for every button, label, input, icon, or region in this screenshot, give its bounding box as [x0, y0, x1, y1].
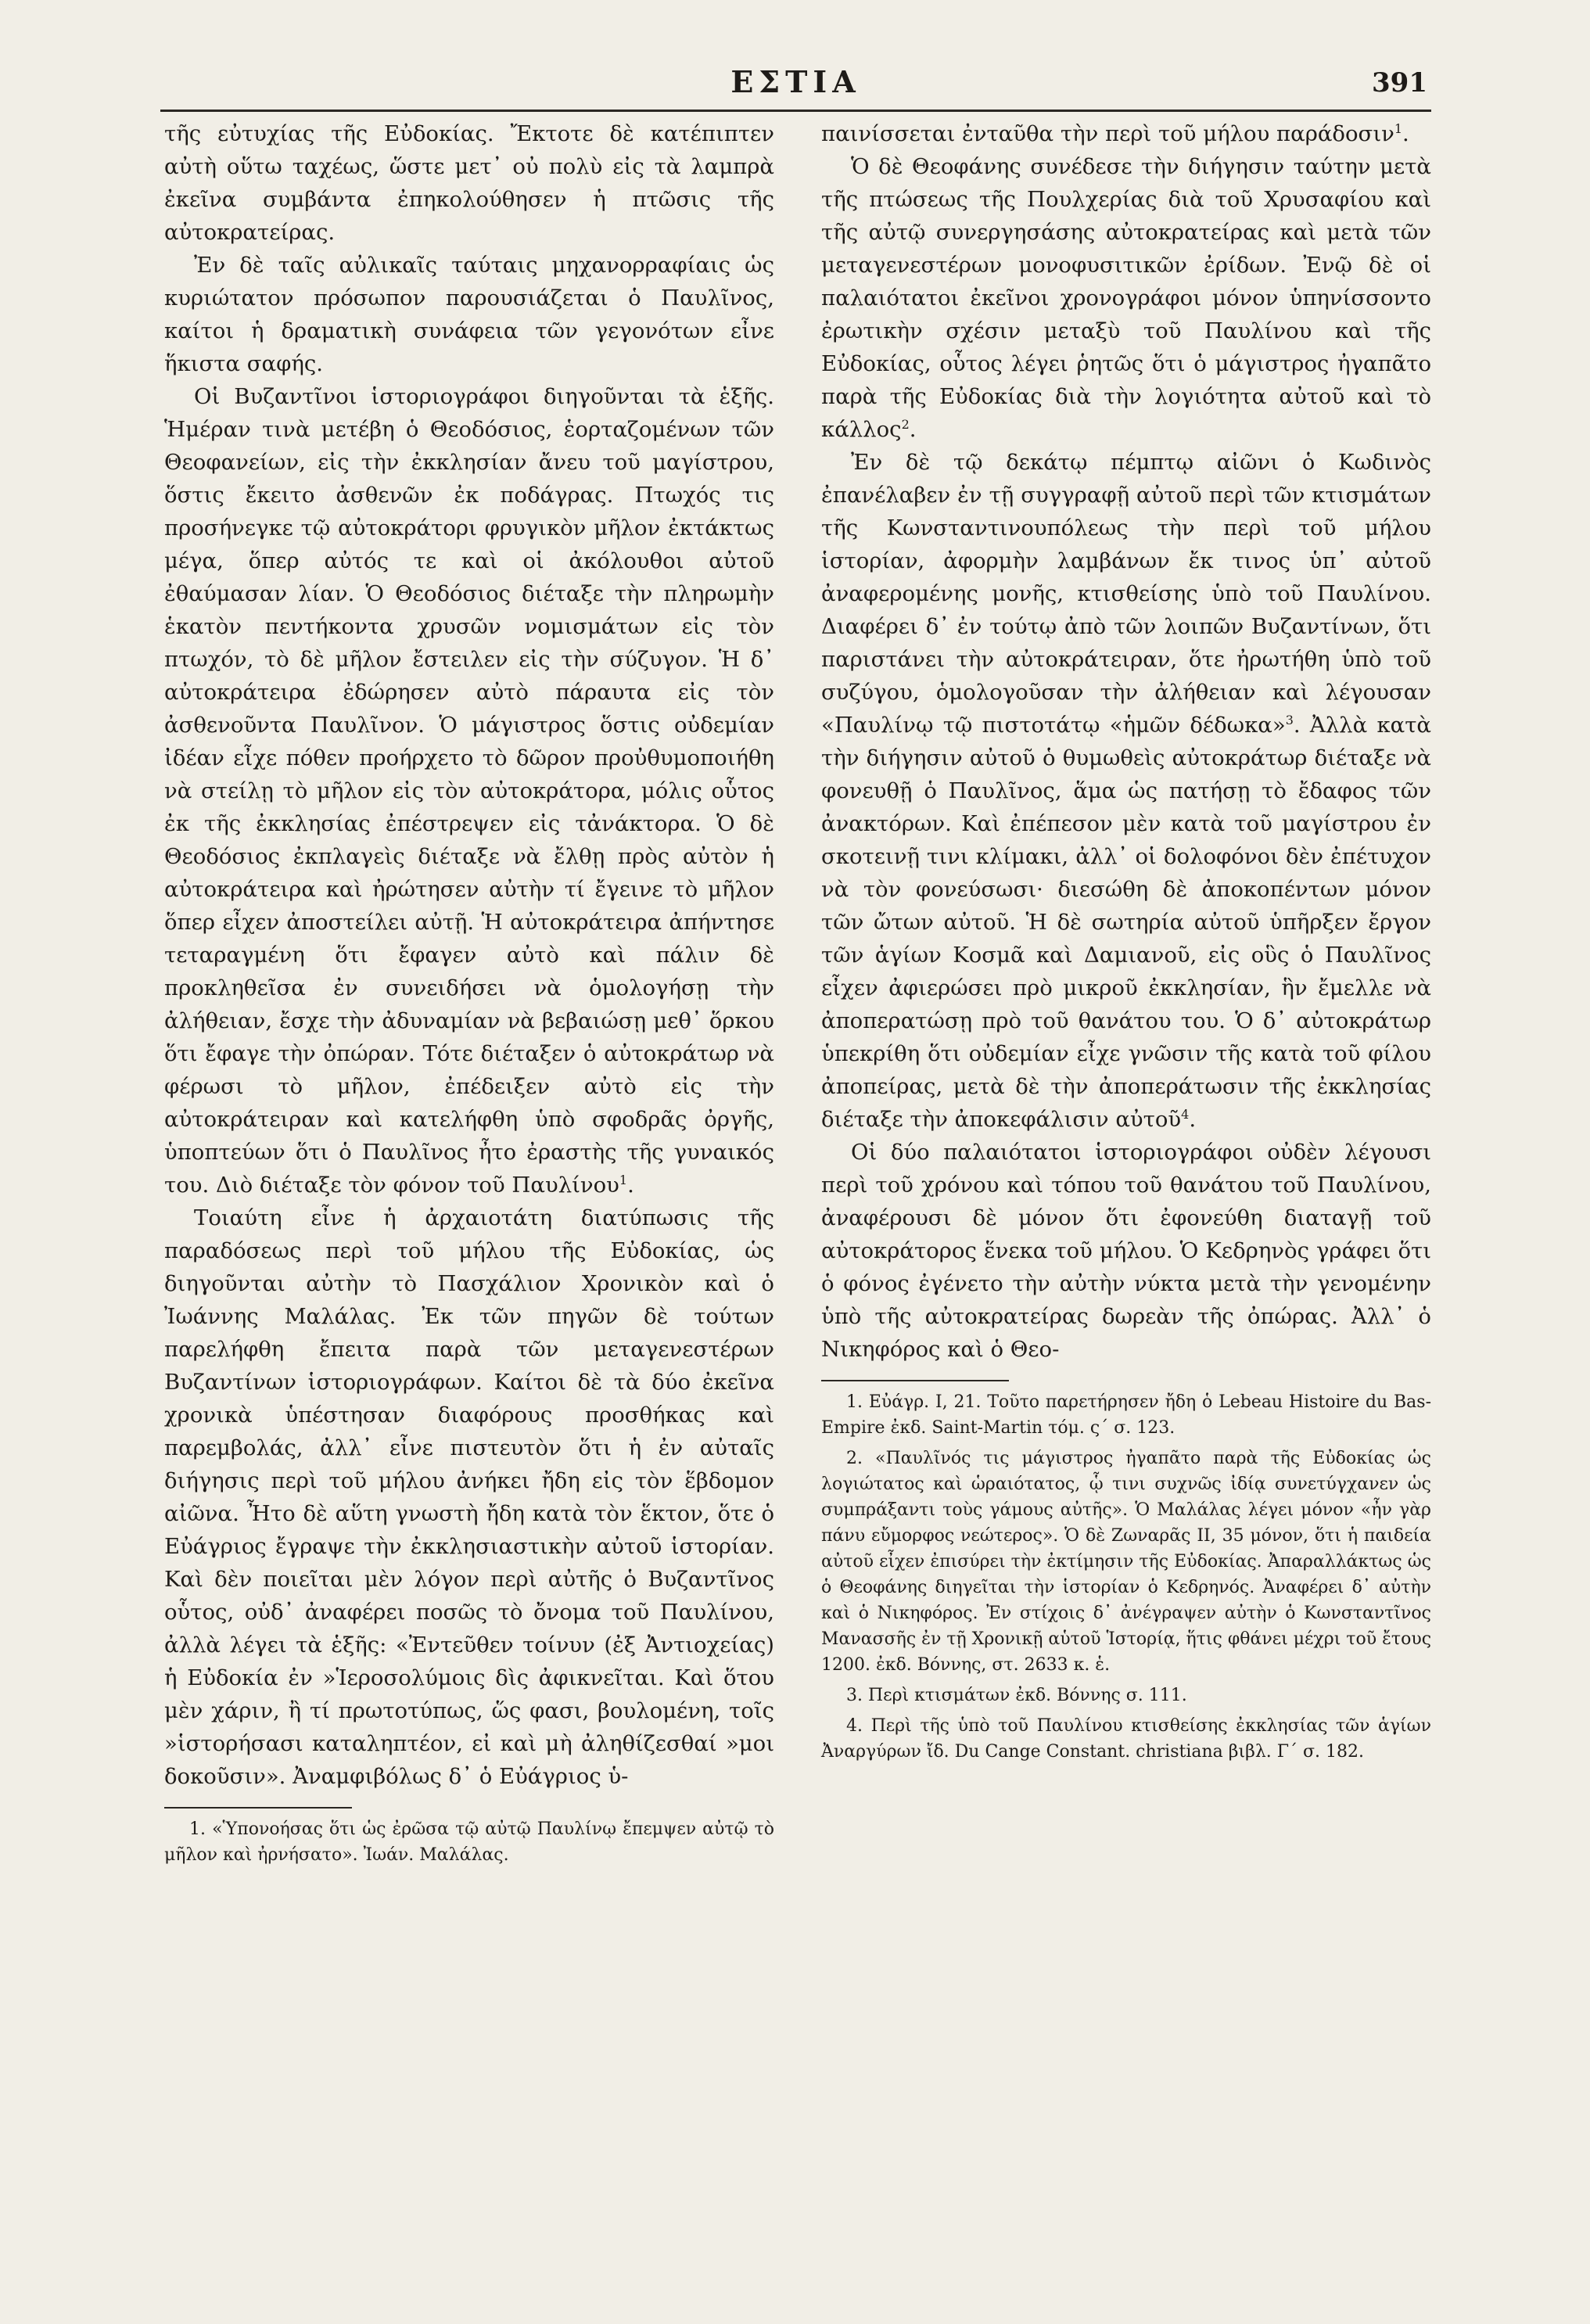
running-title: ΕΣΤΙΑ [730, 64, 861, 99]
footnote-marker: 2 [901, 416, 910, 432]
left-footnotes [164, 1816, 774, 1868]
footnote: 2. «Παυλῖνός τις μάγιστρος ἠγαπᾶτο παρὰ τῆς Εὐδοκίας ὡς λογιώτατος καὶ ὡραιότατος, ᾧ τινι συχνῶς ἰδίᾳ συνετύγχανεν ὡς συμπράξαντι τοὺς γάμους αὐτῆς». Ὁ Μαλάλας λέγει μόνον «ἦν γὰρ πάνυ εὔμορφος νεώτερος». Ὁ δὲ Ζωναρᾶς ΙΙ, 35 μόνον, ὅτι ἡ παιδεία αὐτοῦ εἶχεν ἐπισύρει τὴν ἐκτίμησιν τῆς Εὐδοκίας. Ἀπαραλλάκτως ὡς ὁ Θεοφάνης διηγεῖται τὴν ἱστορίαν ὁ Κεδρηνός. Ἀναφέρει δ᾽ αὐτὴν καὶ ὁ Νικηφόρος. Ἐν στίχοις δ᾽ ἀνέγραψεν αὐτὴν ὁ Κωνσταντῖνος Μανασσῆς ἐν τῇ Χρονικῇ αὑτοῦ Ἱστορίᾳ, ἥτις φθάνει μέχρι τοῦ ἔτους 1200. ἐκδ. Βόννης, στ. 2633 κ. ἑ. [821, 1449, 1432, 1675]
footnote-marker: 3 [1285, 712, 1294, 727]
paragraph: Οἱ δύο παλαιότατοι ἱστοριογράφοι οὐδὲν λέγουσι περὶ τοῦ χρόνου καὶ τόπου τοῦ θανάτου τοῦ Παυλίνου, ἀναφέρουσι δὲ μόνον ὅτι ἐφονεύθη διαταγῇ τοῦ αὐτοκράτορος ἕνεκα τοῦ μήλου. Ὁ Κεδρηνὸς γράφει ὅτι ὁ φόνος ἐγένετο τὴν αὐτὴν νύκτα μετὰ τὴν γενομένην ὑπὸ τῆς αὐτοκρατείρας δωρεὰν τῆς ὀπώρας. Ἀλλ᾽ ὁ Νικηφόρος καὶ ὁ Θεο- [821, 1140, 1431, 1362]
paragraph: Οἱ Βυζαντῖνοι ἱστοριογράφοι διηγοῦνται τὰ ἑξῆς. Ἡμέραν τινὰ μετέβη ὁ Θεοδόσιος, ἑορταζομένων τῶν Θεοφανείων, εἰς τὴν ἐκκλησίαν ἄνευ τοῦ μαγίστρου, ὅστις ἔκειτο ἀσθενῶν ἐκ ποδάγρας. Πτωχός τις προσήνεγκε τῷ αὐτοκράτορι φρυγικὸν μῆλον ἐκτάκτως μέγα, ὅπερ αὐτός τε καὶ οἱ ἀκόλουθοι αὐτοῦ ἐθαύμασαν λίαν. Ὁ Θεοδόσιος διέταξε τὴν πληρωμὴν ἑκατὸν πεντήκοντα χρυσῶν νομισμάτων εἰς τὸν πτωχόν, τὸ δὲ μῆλον ἔστειλεν εἰς τὴν σύζυγον. Ἡ δ᾽ αὐτοκράτειρα ἐδώρησεν αὐτὸ πάραυτα εἰς τὸν ἀσθενοῦντα Παυλῖνον. Ὁ μάγιστρος ὅστις οὐδεμίαν ἰδέαν εἶχε πόθεν προήρχετο τὸ δῶρον προὐθυμοποιήθη νὰ στείλῃ τὸ μῆλον εἰς τὸν αὐτοκράτορα, μόλις οὗτος ἐκ τῆς ἐκκλησίας ἐπέστρεψεν εἰς τἀνάκτορα. Ὁ δὲ Θεοδόσιος ἐκπλαγεὶς διέταξε νὰ ἔλθῃ πρὸς αὐτὸν ἡ αὐτοκράτειρα καὶ ἠρώτησεν αὐτὴν τί ἔγεινε τὸ μῆλον ὅπερ εἶχεν ἀποστείλει αὐτῇ. Ἡ αὐτοκράτειρα ἀπήντησε τεταραγμένη ὅτι ἔφαγεν αὐτὸ καὶ πάλιν δὲ προκληθεῖσα ἐν συνειδήσει νὰ ὁμολογήσῃ τὴν ἀλήθειαν, ἔσχε τὴν ἀδυναμίαν νὰ βεβαιώσῃ μεθ᾽ ὅρκου ὅτι ἔφαγε τὴν ὀπώραν. Τότε διέταξεν ὁ αὐτοκράτωρ νὰ φέρωσι τὸ μῆλον, ἐπέδειξεν αὐτὸ εἰς τὴν αὐτοκράτειραν καὶ κατελήφθη ὑπὸ σφοδρᾶς ὀργῆς, ὑποπτεύων ὅτι ὁ Παυλῖνος ἦτο ἐραστὴς τῆς γυναικός του. Διὸ διέταξε τὸν φόνον τοῦ Παυλίνου$^1$. [164, 384, 774, 1198]
footnote-marker: 1 [619, 1172, 628, 1187]
paragraph: παινίσσεται ἐνταῦθα τὴν περὶ τοῦ μήλου παράδοσιν$^1$. [821, 120, 1409, 146]
footnote: 1. «Ὑπονοήσας ὅτι ὡς ἐρῶσα τῷ αὐτῷ Παυλίνῳ ἔπεμψεν αὐτῷ τὸ μῆλον καὶ ἠρνήσατο». Ἰωάν. Μαλάλας. [164, 1819, 774, 1865]
footnote: 3. Περὶ κτισμάτων ἐκδ. Βόννης σ. 111. [846, 1686, 1187, 1705]
paragraph: Ἐν δὲ ταῖς αὐλικαῖς ταύταις μηχανορραφίαις ὡς κυριώτατον πρόσωπον παρουσιάζεται ὁ Παυλῖνος, καίτοι ἡ δραματικὴ συνάφεια τῶν γεγονότων εἶνε ἥκιστα σαφής. [164, 253, 774, 376]
footnote-marker: 4 [1181, 1106, 1190, 1122]
right-footnotes [821, 1389, 1431, 1765]
paragraph-text: Ἐν δὲ τῷ δεκάτῳ πέμπτῳ αἰῶνι ὁ Κωδινὸς ἐπανέλαβεν ἐν τῇ συγγραφῇ αὐτοῦ περὶ τῶν κτισμάτων τῆς Κωνσταντινουπόλεως τὴν περὶ τοῦ μήλου ἱστορίαν, ἀφορμὴν λαμβάνων ἔκ τινος ὑπ᾽ αὐτοῦ ἀναφερομένης μονῆς, κτισθείσης ὑπὸ τοῦ Παυλίνου. Διαφέρει δ᾽ ἐν τούτῳ ἀπὸ τῶν λοιπῶν Βυζαντίνων, ὅτι παριστάνει τὴν αὐτοκράτειραν, ὅτε ἠρωτήθη ὑπὸ τοῦ συζύγου, ὁμολογοῦσαν τὴν ἀλήθειαν καὶ λέγουσαν «Παυλίνῳ τῷ πιστοτάτῳ «ἡμῶν δέδωκα» [821, 450, 1431, 738]
left-column [164, 117, 774, 1873]
paragraph-text: Οἱ Βυζαντῖνοι ἱστοριογράφοι διηγοῦνται τὰ ἑξῆς. Ἡμέραν τινὰ μετέβη ὁ Θεοδόσιος, ἑορταζομένων τῶν Θεοφανείων, εἰς τὴν ἐκκλησίαν ἄνευ τοῦ μαγίστρου, ὅστις ἔκειτο ἀσθενῶν ἐκ ποδάγρας. Πτωχός τις προσήνεγκε τῷ αὐτοκράτορι φρυγικὸν μῆλον ἐκτάκτως μέγα, ὅπερ αὐτός τε καὶ οἱ ἀκόλουθοι αὐτοῦ ἐθαύμασαν λίαν. Ὁ Θεοδόσιος διέταξε τὴν πληρωμὴν ἑκατὸν πεντήκοντα χρυσῶν νομισμάτων εἰς τὸν πτωχόν, τὸ δὲ μῆλον ἔστειλεν εἰς τὴν σύζυγον. Ἡ δ᾽ αὐτοκράτειρα ἐδώρησεν αὐτὸ πάραυτα εἰς τὸν ἀσθενοῦντα Παυλῖνον. Ὁ μάγιστρος ὅστις οὐδεμίαν ἰδέαν εἶχε πόθεν προήρχετο τὸ δῶρον προὐθυμοποιήθη νὰ στείλῃ τὸ μῆλον εἰς τὸν αὐτοκράτορα, μόλις οὗτος ἐκ τῆς ἐκκλησίας ἐπέστρεψεν εἰς τἀνάκτορα. Ὁ δὲ Θεοδόσιος ἐκπλαγεὶς διέταξε νὰ ἔλθῃ πρὸς αὐτὸν ἡ αὐτοκράτειρα καὶ ἠρώτησεν αὐτὴν τί ἔγεινε τὸ μῆλον ὅπερ εἶχεν ἀποστείλει αὐτῇ. Ἡ αὐτοκράτειρα ἀπήντησε τεταραγμένη ὅτι ἔφαγεν αὐτὸ καὶ πάλιν δὲ προκληθεῖσα ἐν συνειδήσει νὰ ὁμολογήσῃ τὴν ἀλήθειαν, ἔσχε τὴν ἀδυναμίαν νὰ βεβαιώσῃ μεθ᾽ ὅρκου ὅτι ἔφαγε τὴν ὀπώραν. Τότε διέταξεν ὁ αὐτοκράτωρ νὰ φέρωσι τὸ μῆλον, ἐπέδειξεν αὐτὸ εἰς τὴν αὐτοκράτειραν καὶ κατελήφθη ὑπὸ σφοδρᾶς ὀργῆς, ὑποπτεύων ὅτι ὁ Παυλῖνος ἦτο ἐραστὴς τῆς γυναικός του. Διὸ διέταξε τὸν φόνον τοῦ Παυλίνου [164, 384, 774, 1198]
footnote: 4. Περὶ τῆς ὑπὸ τοῦ Παυλίνου κτισθείσης ἐκκλησίας τῶν ἁγίων Ἀναργύρων ἴδ. Du Cange Constant. christiana βιβλ. Γ΄ σ. 182. [821, 1716, 1431, 1762]
paragraph: Ὁ δὲ Θεοφάνης συνέδεσε τὴν διήγησιν ταύτην μετὰ τῆς πτώσεως τῆς Πουλχερίας διὰ τοῦ Χρυσαφίου καὶ τῆς αὐτῷ συνεργησάσης αὐτοκρατείρας καὶ μετὰ τῶν μεταγενεστέρων μονοφυσιτικῶν ἐρίδων. Ἐνῷ δὲ οἱ παλαιότατοι ἐκεῖνοι χρονογράφοι μόνον ὑπηνίσσοντο ἐρωτικὴν σχέσιν μεταξὺ τοῦ Παυλίνου καὶ τῆς Εὐδοκίας, οὗτος λέγει ῥητῶς ὅτι ὁ μάγιστρος ἠγαπᾶτο παρὰ τῆς Εὐδοκίας διὰ τὴν λογιότητα αὐτοῦ καὶ τὸ κάλλος$^2$. [821, 154, 1431, 442]
paragraph: Τοιαύτη εἶνε ἡ ἀρχαιοτάτη διατύπωσις τῆς παραδόσεως περὶ τοῦ μήλου τῆς Εὐδοκίας, ὡς διηγοῦνται αὐτὴν τὸ Πασχάλιον Χρονικὸν καὶ ὁ Ἰωάννης Μαλάλας. Ἐκ τῶν πηγῶν δὲ τούτων παρελήφθη ἔπειτα παρὰ τῶν μεταγενεστέρων Βυζαντίνων ἱστοριογράφων. Καίτοι δὲ τὰ δύο ἐκεῖνα χρονικὰ ὑπέστησαν διαφόρους προσθήκας καὶ παρεμβολάς, ἀλλ᾽ εἶνε πιστευτὸν ὅτι ἡ ἐν αὐταῖς διήγησις περὶ τοῦ μήλου ἀνήκει ἤδη εἰς τὸν ἕβδομον αἰῶνα. Ἦτο δὲ αὕτη γνωστὴ ἤδη κατὰ τὸν ἕκτον, ὅτε ὁ Εὐάγριος ἔγραψε τὴν ἐκκλησιαστικὴν αὐτοῦ ἱστορίαν. Καὶ δὲν ποιεῖται μὲν λόγον περὶ αὐτῆς ὁ Βυζαντῖνος οὗτος, οὐδ᾽ ἀναφέρει ποσῶς τὸ ὄνομα τοῦ Παυλίνου, ἀλλὰ λέγει τὰ ἑξῆς: «Ἐντεῦθεν τοίνυν (ἐξ Ἀντιοχείας) ἡ Εὐδοκία ἐν »Ἱεροσολύμοις δὶς ἀφικνεῖται. Καὶ ὅτου μὲν χάριν, ἢ τί πρωτοτύπως, ὥς φασι, βουλομένη, τοῖς »ἱστορήσασι καταληπτέον, εἰ καὶ μὴ ἀληθίζεσθαί »μοι δοκοῦσιν». Ἀναμφιβόλως δ᾽ ὁ Εὐάγριος ὑ- [164, 1205, 774, 1789]
header-rule [160, 110, 1431, 112]
paragraph: Ἐν δὲ τῷ δεκάτῳ πέμπτῳ αἰῶνι ὁ Κωδινὸς ἐπανέλαβεν ἐν τῇ συγγραφῇ αὐτοῦ περὶ τῶν κτισμάτων τῆς Κωνσταντινουπόλεως τὴν περὶ τοῦ μήλου ἱστορίαν, ἀφορμὴν λαμβάνων ἔκ τινος ὑπ᾽ αὐτοῦ ἀναφερομένης μονῆς, κτισθείσης ὑπὸ τοῦ Παυλίνου. Διαφέρει δ᾽ ἐν τούτῳ ἀπὸ τῶν λοιπῶν Βυζαντίνων, ὅτι παριστάνει τὴν αὐτοκράτειραν, ὅτε ἠρωτήθη ὑπὸ τοῦ συζύγου, ὁμολογοῦσαν τὴν ἀλήθειαν καὶ λέγουσαν «Παυλίνῳ τῷ πιστοτάτῳ «ἡμῶν δέδωκα»$^3$. Ἀλλὰ κατὰ τὴν διήγησιν αὐτοῦ ὁ θυμωθεὶς αὐτοκράτωρ διέταξε νὰ φονευθῇ ὁ Παυλῖνος, ἅμα ὡς πατήσῃ τὸ ἔδαφος τῶν ἀνακτόρων. Καὶ ἐπέπεσον μὲν κατὰ τοῦ μαγίστρου ἐν σκοτεινῇ τινι κλίμακι, ἀλλ᾽ οἱ δολοφόνοι δὲν ἐπέτυχον νὰ τὸν φονεύσωσι· διεσώθη δὲ ἀποκοπέντων μόνον τῶν ὤτων αὐτοῦ. Ἡ δὲ σωτηρία αὐτοῦ ὑπῆρξεν ἔργον τῶν ἁγίων Κοσμᾶ καὶ Δαμιανοῦ, εἰς οὓς ὁ Παυλῖνος εἶχεν ἀφιερώσει πρὸ μικροῦ ἐκκλησίαν, ἣν ἔμελλε νὰ ἀποπερατώσῃ πρὸ τοῦ θανάτου του. Ὁ δ᾽ αὐτοκράτωρ ὑπεκρίθη ὅτι οὐδεμίαν εἶχε γνῶσιν τῆς κατὰ τοῦ φίλου ἀποπείρας, μετὰ δὲ τὴν ἀποπεράτωσιν τῆς ἐκκλησίας διέταξε τὴν ἀποκεφάλισιν αὐτοῦ$^4$. [821, 450, 1431, 1132]
page-number: 391 [1372, 67, 1427, 99]
footnote: 1. Εὐάγρ. Ι, 21. Τοῦτο παρετήρησεν ἤδη ὁ Lebeau Histoire du Bas-Empire ἐκδ. Saint-Martin τόμ. ς΄ σ. 123. [821, 1392, 1431, 1438]
footnote-rule [821, 1380, 1009, 1381]
right-column-body [821, 117, 1431, 1366]
page-header [164, 64, 1427, 103]
left-column-body [164, 117, 774, 1793]
right-column [821, 117, 1431, 1769]
paragraph: τῆς εὐτυχίας τῆς Εὐδοκίας. Ἔκτοτε δὲ κατέπιπτεν αὐτὴ οὕτω ταχέως, ὥστε μετ᾽ οὐ πολὺ εἰς τὰ λαμπρὰ ἐκεῖνα συμβάντα ἐπηκολούθησεν ἡ πτῶσις τῆς αὐτοκρατείρας. [164, 121, 774, 245]
paragraph-text: Ὁ δὲ Θεοφάνης συνέδεσε τὴν διήγησιν ταύτην μετὰ τῆς πτώσεως τῆς Πουλχερίας διὰ τοῦ Χρυσαφίου καὶ τῆς αὐτῷ συνεργησάσης αὐτοκρατείρας καὶ μετὰ τῶν μεταγενεστέρων μονοφυσιτικῶν ἐρίδων. Ἐνῷ δὲ οἱ παλαιότατοι ἐκεῖνοι χρονογράφοι μόνον ὑπηνίσσοντο ἐρωτικὴν σχέσιν μεταξὺ τοῦ Παυλίνου καὶ τῆς Εὐδοκίας, οὗτος λέγει ῥητῶς ὅτι ὁ μάγιστρος ἠγαπᾶτο παρὰ τῆς Εὐδοκίας διὰ τὴν λογιότητα αὐτοῦ καὶ τὸ κάλλος [821, 154, 1431, 442]
paragraph-text: παινίσσεται ἐνταῦθα τὴν περὶ τοῦ μήλου παράδοσιν [821, 121, 1394, 146]
footnote-marker: 1 [1394, 120, 1403, 136]
footnote-rule [164, 1807, 352, 1809]
paragraph-text: Ἀλλὰ κατὰ τὴν διήγησιν αὐτοῦ ὁ θυμωθεὶς αὐτοκράτωρ διέταξε νὰ φονευθῇ ὁ Παυλῖνος, ἅμα ὡς πατήσῃ τὸ ἔδαφος τῶν ἀνακτόρων. Καὶ ἐπέπεσον μὲν κατὰ τοῦ μαγίστρου ἐν σκοτεινῇ τινι κλίμακι, ἀλλ᾽ οἱ δολοφόνοι δὲν ἐπέτυχον νὰ τὸν φονεύσωσι· διεσώθη δὲ ἀποκοπέντων μόνον τῶν ὤτων αὐτοῦ. Ἡ δὲ σωτηρία αὐτοῦ ὑπῆρξεν ἔργον τῶν ἁγίων Κοσμᾶ καὶ Δαμιανοῦ, εἰς οὓς ὁ Παυλῖνος εἶχεν ἀφιερώσει πρὸ μικροῦ ἐκκλησίαν, ἣν ἔμελλε νὰ ἀποπερατώσῃ πρὸ τοῦ θανάτου του. Ὁ δ᾽ αὐτοκράτωρ ὑπεκρίθη ὅτι οὐδεμίαν εἶχε γνῶσιν τῆς κατὰ τοῦ φίλου ἀποπείρας, μετὰ δὲ τὴν ἀποπεράτωσιν τῆς ἐκκλησίας διέταξε τὴν ἀποκεφάλισιν αὐτοῦ [821, 713, 1431, 1132]
